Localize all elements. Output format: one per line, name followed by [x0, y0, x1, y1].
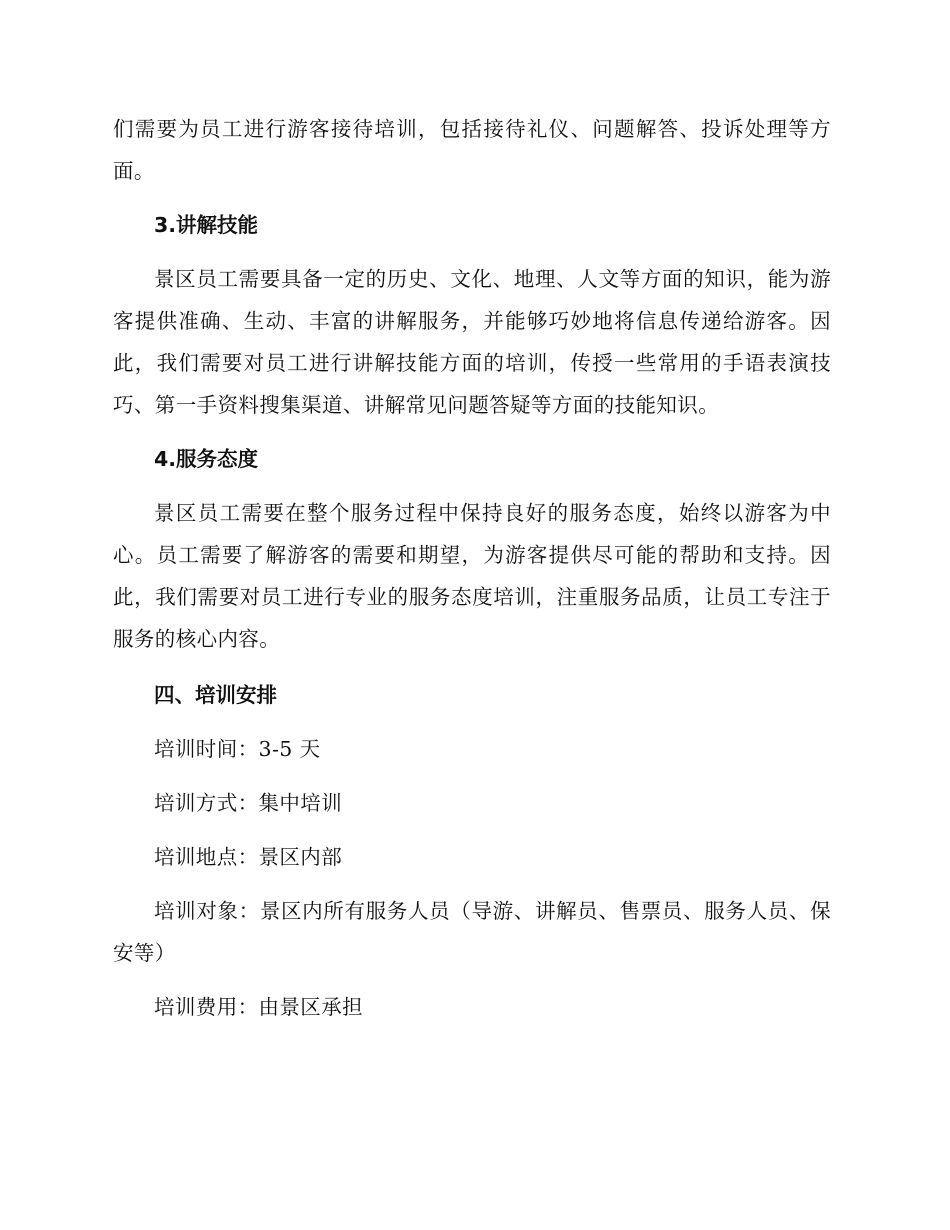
spacer: [113, 770, 831, 782]
arrangement-audience: 培训对象：景区内所有服务人员（导游、讲解员、售票员、服务人员、保安等）: [113, 899, 831, 965]
section-heading-explanation-skills: 3.讲解技能: [154, 213, 259, 237]
spacer: [113, 716, 831, 728]
arrangement-time: 培训时间：3-5 天: [154, 737, 321, 761]
arrangement-method: 培训方式：集中培训: [154, 791, 343, 815]
spacer: [113, 974, 831, 986]
continuation-paragraph: 们需要为员工进行游客接待培训，包括接待礼仪、问题解答、投诉处理等方面。: [113, 117, 831, 183]
spacer: [113, 426, 831, 438]
section-body-service-attitude: 景区员工需要在整个服务过程中保持良好的服务态度，始终以游客为中心。员工需要了解游客的需要和期望，为游客提供尽可能的帮助和支持。因此，我们需要对员工进行专业的服务态度培训，注重服务品质，让员工专注于服务的核心内容。: [113, 501, 831, 651]
spacer: [113, 192, 831, 204]
spacer: [113, 246, 831, 258]
spacer: [113, 480, 831, 492]
section-body-explanation-skills: 景区员工需要具备一定的历史、文化、地理、人文等方面的知识，能为游客提供准确、生动、丰富的讲解服务，并能够巧妙地将信息传递给游客。因此，我们需要对员工进行讲解技能方面的培训，传授一些常用的手语表演技巧、第一手资料搜集渠道、讲解常见问题答疑等方面的技能知识。: [113, 267, 831, 417]
section-heading-service-attitude: 4.服务态度: [154, 447, 259, 471]
spacer: [113, 660, 831, 674]
document-page: [113, 108, 831, 1028]
section-heading-training-arrangement: 四、培训安排: [154, 683, 277, 707]
spacer: [113, 824, 831, 836]
spacer: [113, 878, 831, 890]
arrangement-location: 培训地点：景区内部: [154, 845, 343, 869]
arrangement-cost: 培训费用：由景区承担: [154, 995, 363, 1019]
